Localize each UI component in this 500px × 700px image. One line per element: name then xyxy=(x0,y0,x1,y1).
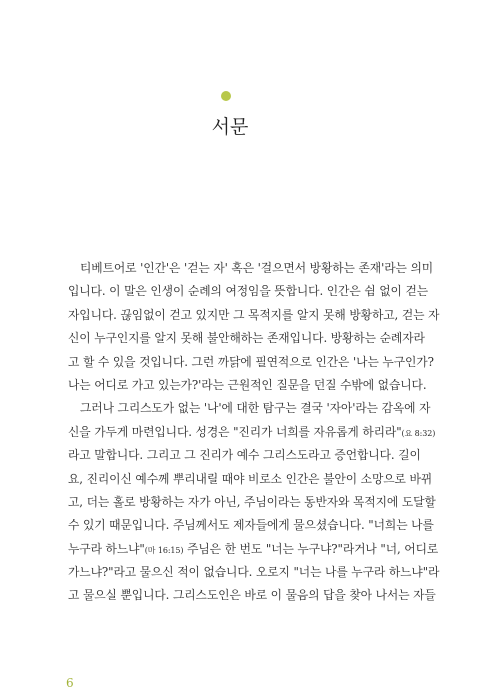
body-text xyxy=(68,257,440,608)
text-line: 고 할 수 있을 것입니다. 그런 까닭에 필연적으로 인간은 '나는 누구인가? xyxy=(68,354,434,369)
accent-dot-ornament xyxy=(221,91,231,101)
text-segment: 주님은 한 번도 "너는 누구냐?"라거나 "너, 어디로 xyxy=(187,541,439,556)
text-line: 수 있기 때문입니다. 주님께서도 제자들에게 물으셨습니다. "너희는 나를 xyxy=(68,518,434,533)
text-line: 고, 더는 홀로 방황하는 자가 아닌, 주님이라는 동반자와 목적지에 도달할 xyxy=(68,494,436,509)
page-number: 6 xyxy=(66,676,74,690)
text-line: 신이 누구인지를 알지 못해 불안해하는 존재입니다. 방황하는 순례자라 xyxy=(68,331,425,346)
text-line: 요, 진리이신 예수께 뿌리내릴 때야 비로소 인간은 불안이 소망으로 바뀌 xyxy=(68,471,433,486)
scripture-reference: (요 8:32) xyxy=(401,428,436,438)
text-line: 자입니다. 끊임없이 걷고 있지만 그 목적지를 알지 못해 방황하고, 걷는 자 xyxy=(68,307,440,322)
text-line xyxy=(68,538,439,561)
text-segment: 누구라 하느냐" xyxy=(68,541,145,556)
text-line: 티베트어로 '인간'은 '걷는 자' 혹은 '걸으면서 방황하는 존재'라는 의미 xyxy=(80,261,434,275)
text-line: 고 물으실 뿐입니다. 그리스도인은 바로 이 물음의 답을 찾아 나서는 자들 xyxy=(68,588,436,603)
text-line xyxy=(68,421,436,444)
text-line: 나는 어디로 가고 있는가?'라는 근원적인 질문을 던질 수밖에 없습니다. xyxy=(68,377,427,392)
text-line: 입니다. 이 말은 인생이 순례의 여정임을 뜻합니다. 인간은 쉼 없이 걷는 xyxy=(68,284,429,299)
chapter-title: 서문 xyxy=(211,116,249,138)
scripture-reference: (마 16:15) xyxy=(144,545,184,555)
text-line: 라고 말합니다. 그리고 그 진리가 예수 그리스도라고 증언합니다. 길이 xyxy=(68,448,421,463)
text-line: 그러나 그리스도가 없는 '나'에 대한 탐구는 결국 '자아'라는 감옥에 자 xyxy=(80,401,431,416)
text-line: 가느냐?"라고 물으신 적이 없습니다. 오로지 "너는 나를 누구라 하느냐"라 xyxy=(68,565,440,580)
text-segment: 신을 가두게 마련입니다. 성경은 "진리가 너희를 자유롭게 하리라" xyxy=(68,424,402,439)
